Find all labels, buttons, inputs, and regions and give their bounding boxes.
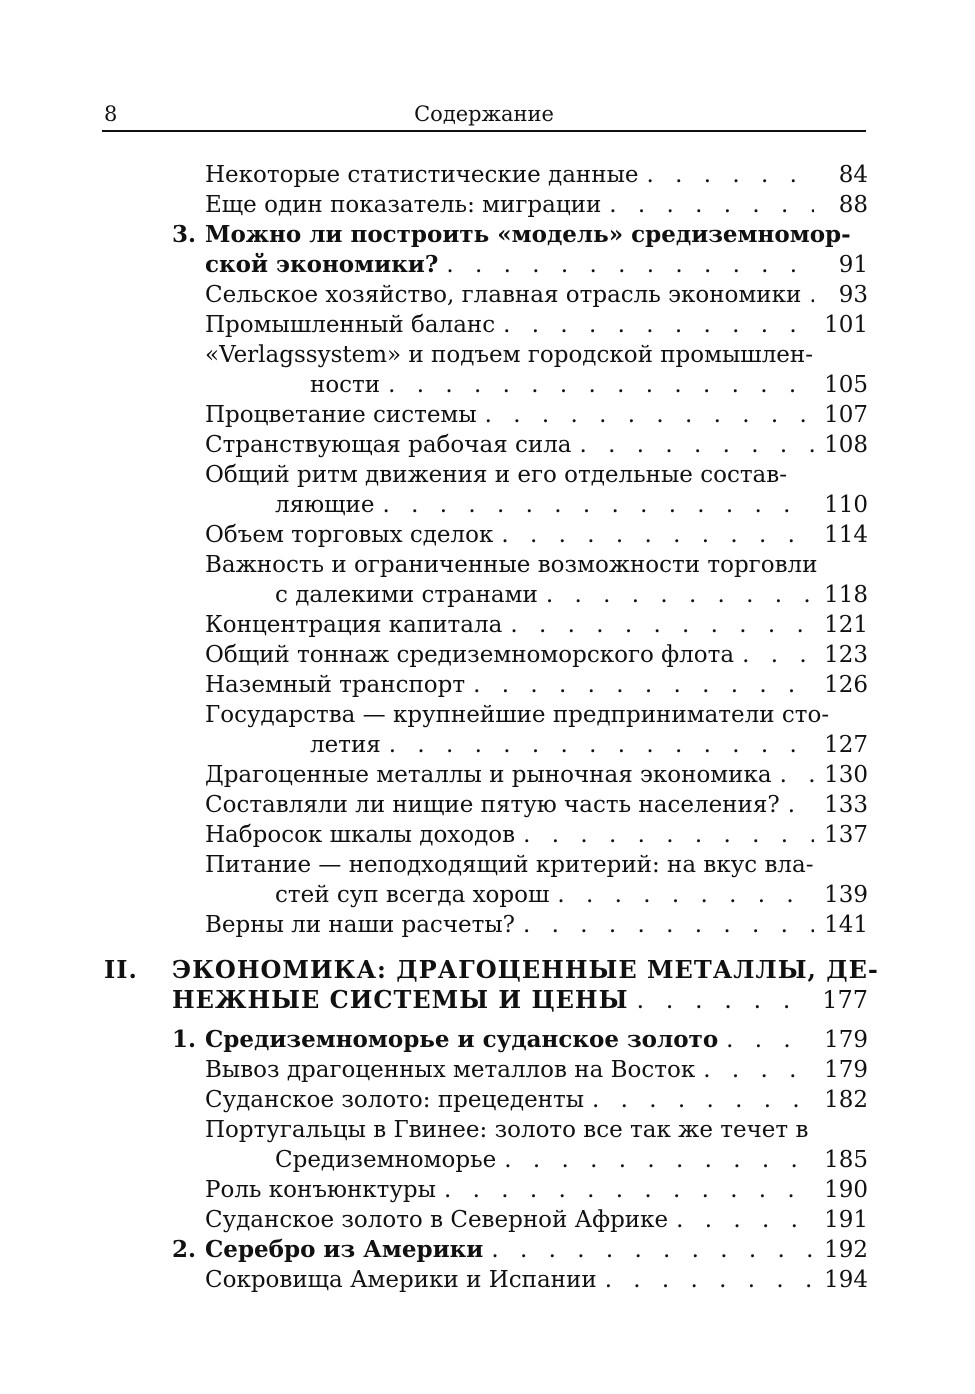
toc-entry[interactable] xyxy=(205,790,868,820)
toc-entry[interactable] xyxy=(205,1265,868,1295)
section-number: 3. xyxy=(172,221,197,248)
toc-section-entry[interactable] xyxy=(205,1235,868,1265)
toc-entry[interactable] xyxy=(205,1085,868,1115)
toc-entry[interactable] xyxy=(310,370,868,400)
toc-entry-title: ской экономики? xyxy=(205,251,439,278)
toc-entry[interactable] xyxy=(205,1055,868,1085)
toc-entry-page: 141 xyxy=(824,912,868,938)
toc-entry-page: 123 xyxy=(824,642,868,668)
toc-entry-title: стей суп всегда хорош xyxy=(275,882,550,908)
toc-entry-title: Еще один показатель: миграции xyxy=(205,192,602,218)
toc-entry[interactable] xyxy=(205,610,868,640)
toc-entry-title: ляющие xyxy=(275,492,375,518)
toc-entry-page: 137 xyxy=(824,822,868,848)
toc-entry[interactable] xyxy=(205,640,868,670)
toc-entry-title: Серебро из Америки xyxy=(205,1236,484,1263)
toc-entry-title: Сельское хозяйство, главная отрасль экономики xyxy=(205,282,802,308)
toc-part-title[interactable]: ЭКОНОМИКА: ДРАГОЦЕННЫЕ МЕТАЛЛЫ, ДЕ- xyxy=(172,955,879,984)
toc-entry-page: 107 xyxy=(824,402,868,428)
toc-entry[interactable] xyxy=(275,880,868,910)
toc-entry[interactable] xyxy=(205,1205,868,1235)
toc-entry-title: Концентрация капитала xyxy=(205,612,503,638)
toc-entry-title: Объем торговых сделок xyxy=(205,522,494,548)
toc-entry[interactable] xyxy=(205,520,868,550)
toc-entry-title: Верны ли наши расчеты? xyxy=(205,912,515,938)
toc-entry[interactable] xyxy=(310,730,868,760)
toc-entry-title: Процветание системы xyxy=(205,402,477,428)
toc-entry-page: 110 xyxy=(824,492,868,518)
toc-entry[interactable] xyxy=(205,160,868,190)
toc-entry[interactable] xyxy=(205,310,868,340)
toc-entry-title: Суданское золото в Северной Африке xyxy=(205,1207,669,1233)
toc-entry-title: Общий тоннаж средиземноморского флота xyxy=(205,642,735,668)
toc-entry-title: Составляли ли нищие пятую часть населения? xyxy=(205,792,780,818)
toc-entry[interactable] xyxy=(275,490,868,520)
toc-entry[interactable] xyxy=(205,190,868,220)
toc-entry[interactable] xyxy=(275,580,868,610)
toc-entry[interactable] xyxy=(205,820,868,850)
toc-entry-title: Средиземноморье и суданское золото xyxy=(205,1026,719,1053)
toc-entry-page: 179 xyxy=(824,1027,868,1053)
toc-entry-page: 114 xyxy=(824,522,868,548)
toc-entry[interactable] xyxy=(205,430,868,460)
toc-entry-title: ности xyxy=(310,372,381,398)
toc-entry-line[interactable]: «Verlagssystem» и подъем городской промышлен- xyxy=(205,342,814,368)
toc-entry-page: 105 xyxy=(824,372,868,398)
toc-entry-page: 127 xyxy=(824,732,868,758)
section-number: 1. xyxy=(172,1026,197,1053)
toc-entry-page: 88 xyxy=(838,192,868,218)
toc-entry-page: 91 xyxy=(838,252,868,278)
toc-entry-page: 93 xyxy=(838,282,868,308)
toc-entry-title: Наземный транспорт xyxy=(205,672,466,698)
toc-entry[interactable] xyxy=(205,910,868,940)
toc-entry-page: 192 xyxy=(824,1237,868,1263)
toc-entry[interactable] xyxy=(205,400,868,430)
toc-entry[interactable] xyxy=(275,1145,868,1175)
part-number: II. xyxy=(104,955,138,984)
toc-entry-title: Средиземноморье xyxy=(275,1147,497,1173)
toc-entry[interactable] xyxy=(205,1175,868,1205)
toc-entry-title: Сокровища Америки и Испании xyxy=(205,1267,597,1293)
toc-entry-line[interactable]: Питание — неподходящий критерий: на вкус вла- xyxy=(205,852,814,878)
toc-entry-title: Вывоз драгоценных металлов на Восток xyxy=(205,1057,696,1083)
running-header xyxy=(102,102,866,132)
section-number: 2. xyxy=(172,1236,197,1263)
toc-part-entry[interactable] xyxy=(172,985,868,1015)
toc-entry-page: 191 xyxy=(824,1207,868,1233)
toc-entry-title: Роль конъюнктуры xyxy=(205,1177,436,1203)
toc-entry-title: Некоторые статистические данные xyxy=(205,162,639,188)
toc-entry-page: 108 xyxy=(824,432,868,458)
toc-entry-title: Набросок шкалы доходов xyxy=(205,822,516,848)
toc-entry-line[interactable]: Португальцы в Гвинее: золото все так же течет в xyxy=(205,1117,809,1143)
toc-entry-page: 126 xyxy=(824,672,868,698)
toc-entry-page: 190 xyxy=(824,1177,868,1203)
toc-entry-title: летия xyxy=(310,732,381,758)
toc-entry-title: Суданское золото: прецеденты xyxy=(205,1087,585,1113)
toc-entry-page: 84 xyxy=(838,162,868,188)
toc-entry-page: 130 xyxy=(824,762,868,788)
toc-section-title[interactable]: Можно ли построить «модель» средиземномор- xyxy=(205,221,851,248)
toc-section-entry[interactable] xyxy=(205,1025,868,1055)
toc-entry-page: 118 xyxy=(824,582,868,608)
toc-entry-title: Промышленный баланс xyxy=(205,312,496,338)
toc-entry-line[interactable]: Общий ритм движения и его отдельные состав- xyxy=(205,462,787,488)
toc-entry-title: НЕЖНЫЕ СИСТЕМЫ И ЦЕНЫ xyxy=(172,985,629,1014)
toc-entry-page: 194 xyxy=(824,1267,868,1293)
toc-entry-title: Драгоценные металлы и рыночная экономика xyxy=(205,762,772,788)
toc-entry-title: Странствующая рабочая сила xyxy=(205,432,572,458)
running-title: Содержание xyxy=(414,102,554,126)
toc-section-entry[interactable] xyxy=(205,250,868,280)
toc-entry-page: 177 xyxy=(822,986,868,1014)
toc-entry[interactable] xyxy=(205,760,868,790)
toc-entry-page: 139 xyxy=(824,882,868,908)
toc-entry-title: с далекими странами xyxy=(275,582,538,608)
toc-entry[interactable] xyxy=(205,670,868,700)
toc-entry-page: 101 xyxy=(824,312,868,338)
toc-entry-page: 133 xyxy=(824,792,868,818)
toc-entry-page: 179 xyxy=(824,1057,868,1083)
toc-entry-line[interactable]: Государства — крупнейшие предприниматели сто- xyxy=(205,702,830,728)
toc-entry-line[interactable]: Важность и ограниченные возможности торговли xyxy=(205,552,818,578)
toc-entry[interactable] xyxy=(205,280,868,310)
toc-entry-page: 121 xyxy=(824,612,868,638)
page-number: 8 xyxy=(104,102,118,126)
toc-entry-page: 185 xyxy=(824,1147,868,1173)
toc-entry-page: 182 xyxy=(824,1087,868,1113)
